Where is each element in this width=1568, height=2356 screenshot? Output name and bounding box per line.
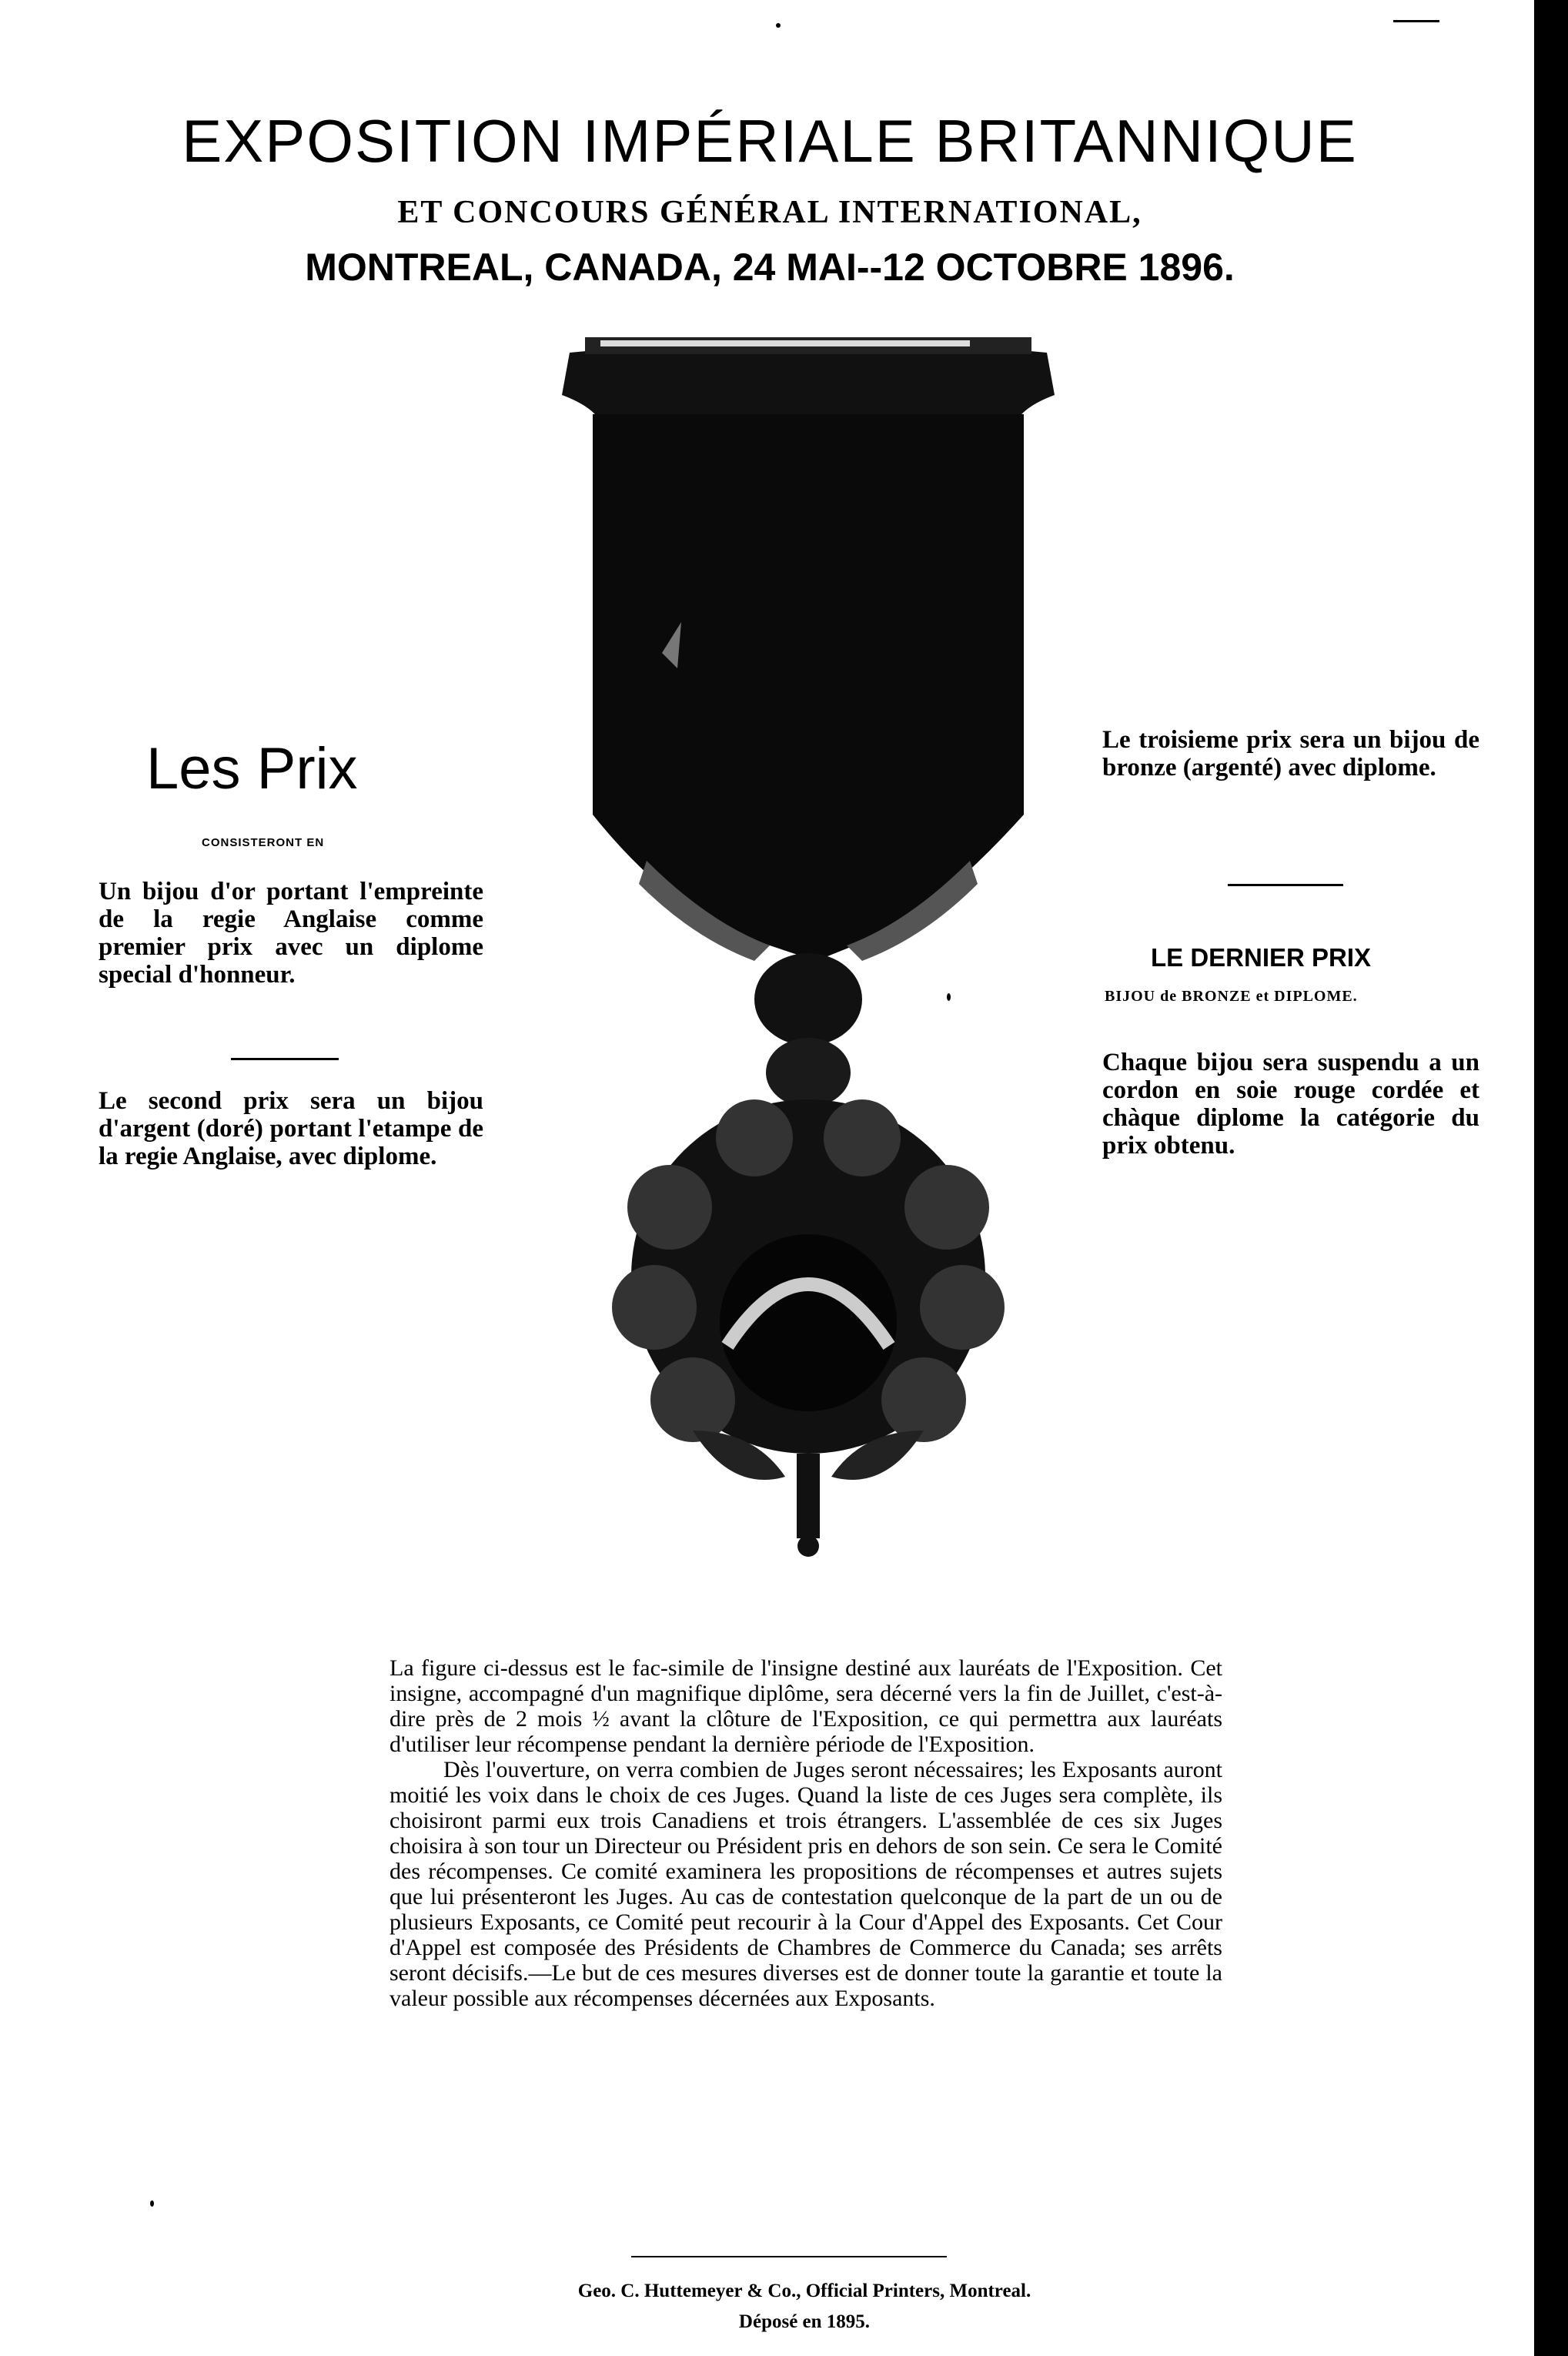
divider — [1228, 884, 1343, 886]
prizes-subheading: CONSISTERONT EN — [202, 836, 325, 849]
last-prize-title: LE DERNIER PRIX — [1151, 943, 1372, 972]
deposit-note: Déposé en 1895. — [738, 2311, 871, 2332]
speck — [947, 993, 951, 1001]
first-prize-text: Un bijou d'or portant l'empreinte de la regie Anglaise comme premier prix avec un diplome special d'honneur. — [99, 878, 483, 989]
third-prize-text: Le troisieme prix sera un bijou de bronze (argenté) avec diplome. — [1102, 726, 1479, 781]
footer-divider — [631, 2256, 947, 2257]
speck — [1393, 20, 1439, 22]
paragraph: La figure ci-dessus est le fac-simile de l'insigne destiné aux lauréats de l'Exposition. Cet insigne, accompagné d'un magnifique diplôme, sera décerné vers la fin de Juillet, c'est-à-dire près de 2 mois ½ avant la clôture de l'Exposition, ce qui permettra aux lauréats d'utiliser leur récompense pendant la dernière période de l'Exposition. — [389, 1655, 1222, 1757]
speck — [776, 23, 781, 28]
page-edge-shadow — [1534, 0, 1568, 2356]
prizes-heading: Les Prix — [146, 736, 358, 802]
page-title: EXPOSITION IMPÉRIALE BRITANNIQUE — [182, 107, 1358, 175]
divider — [231, 1058, 339, 1060]
medal-icon — [554, 322, 1062, 1569]
second-prize-text: Le second prix sera un bijou d'argent (doré) portant l'etampe de la regie Anglaise, avec diplome. — [99, 1087, 483, 1170]
dateline: MONTREAL, CANADA, 24 MAI--12 OCTOBRE 1896. — [305, 246, 1235, 289]
paragraph: Dès l'ouverture, on verra combien de Juges seront nécessaires; les Exposants auront moitié les voix dans le choix de ces Juges. Quand la liste de ces Juges sera complète, ils choisiront parmi eux trois Canadiens et trois étrangers. L'assemblée de ces six Juges choisira à son tour un Directeur ou Président pris en dehors de son sein. Ce sera le Comité des récompenses. Ce comité examinera les propositions de récompenses et autres sujets que lui présenteront les Juges. Au cas de contestation quelconque de la part de un ou de plusieurs Exposants, ce Comité peut recourir à la Cour d'Appel des Exposants. Cet Cour d'Appel est composée des Présidents de Chambres de Commerce du Canada; ses arrêts seront décisifs.—Le but de ces mesures diverses est de donner toute la garantie et toute la valeur possible aux récompenses décernées aux Exposants. — [389, 1757, 1222, 2011]
main-text — [389, 1655, 1222, 2011]
printer-credit: Geo. C. Huttemeyer & Co., Official Printers, Montreal. — [577, 2281, 1031, 2301]
page-subtitle: ET CONCOURS GÉNÉRAL INTERNATIONAL, — [397, 195, 1142, 230]
suspension-note: Chaque bijou sera suspendu a un cordon en soie rouge cordée et chàque diplome la catégorie du prix obtenu. — [1102, 1049, 1479, 1160]
speck — [150, 2200, 154, 2207]
last-prize-subtitle: BIJOU de BRONZE et DIPLOME. — [1105, 988, 1358, 1005]
